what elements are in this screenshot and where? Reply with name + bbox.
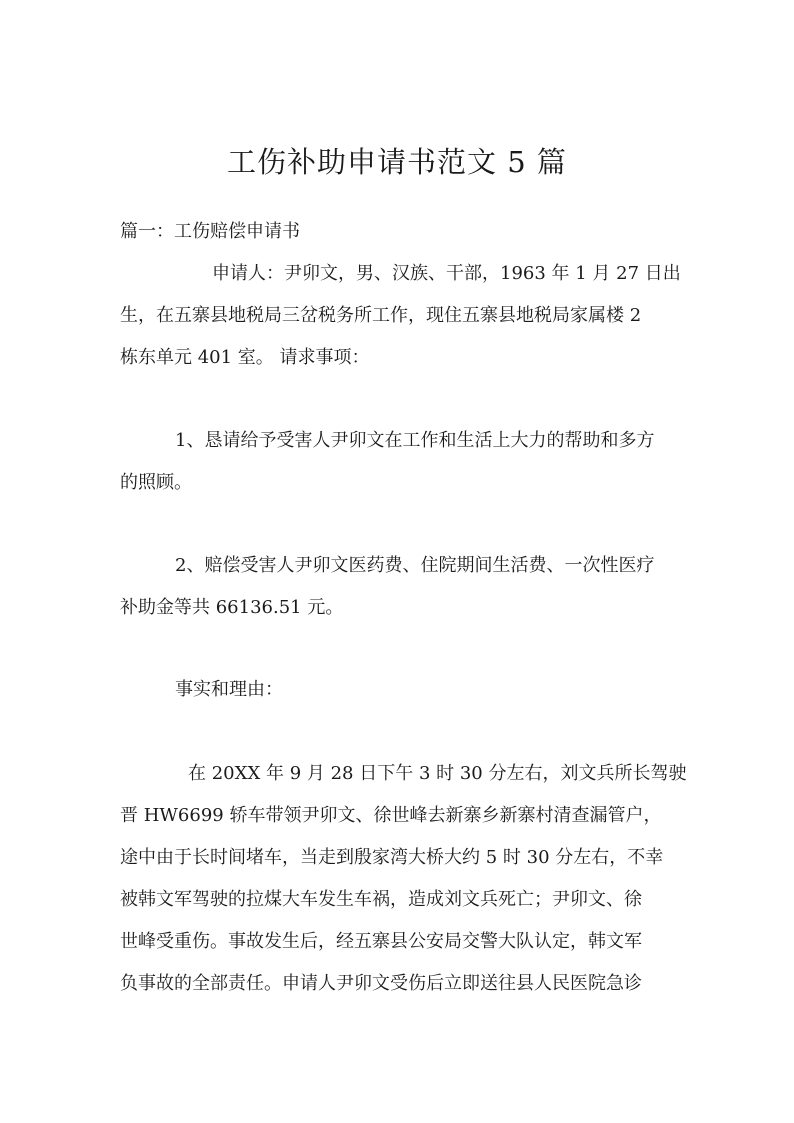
facts-line-3: 途中由于长时间堵车，当走到殷家湾大桥大约 5 时 30 分左右，不幸	[120, 847, 664, 868]
request-2-line-1: 2、赔偿受害人尹卯文医药费、住院期间生活费、一次性医疗	[175, 555, 655, 576]
applicant-line-1: 申请人：尹卯文，男、汉族、干部，1963 年 1 月 27 日出	[212, 263, 681, 284]
facts-heading: 事实和理由：	[175, 679, 283, 700]
applicant-line-2: 生，在五寨县地税局三岔税务所工作，现住五寨县地税局家属楼 2	[120, 305, 642, 326]
facts-line-2: 晋 HW6699 轿车带领尹卯文、徐世峰去新寨乡新寨村清查漏管户，	[120, 805, 662, 826]
request-1-line-2: 的照顾。	[120, 472, 192, 493]
facts-line-6: 负事故的全部责任。申请人尹卯文受伤后立即送往县人民医院急诊	[120, 973, 642, 994]
facts-line-1: 在 20XX 年 9 月 28 日下午 3 时 30 分左右，刘文兵所长驾驶	[188, 763, 687, 784]
applicant-line-3: 栋东单元 401 室。 请求事项：	[120, 347, 370, 368]
facts-line-4: 被韩文军驾驶的拉煤大车发生车祸，造成刘文兵死亡；尹卯文、徐	[120, 889, 642, 910]
section-heading: 篇一：工伤赔偿申请书	[120, 221, 300, 242]
facts-line-5: 世峰受重伤。事故发生后，经五寨县公安局交警大队认定，韩文军	[120, 931, 642, 952]
request-1-line-1: 1、恳请给予受害人尹卯文在工作和生活上大力的帮助和多方	[175, 430, 655, 451]
document-title: 工伤补助申请书范文 5 篇	[227, 145, 567, 179]
request-2-line-2: 补助金等共 66136.51 元。	[120, 597, 344, 618]
